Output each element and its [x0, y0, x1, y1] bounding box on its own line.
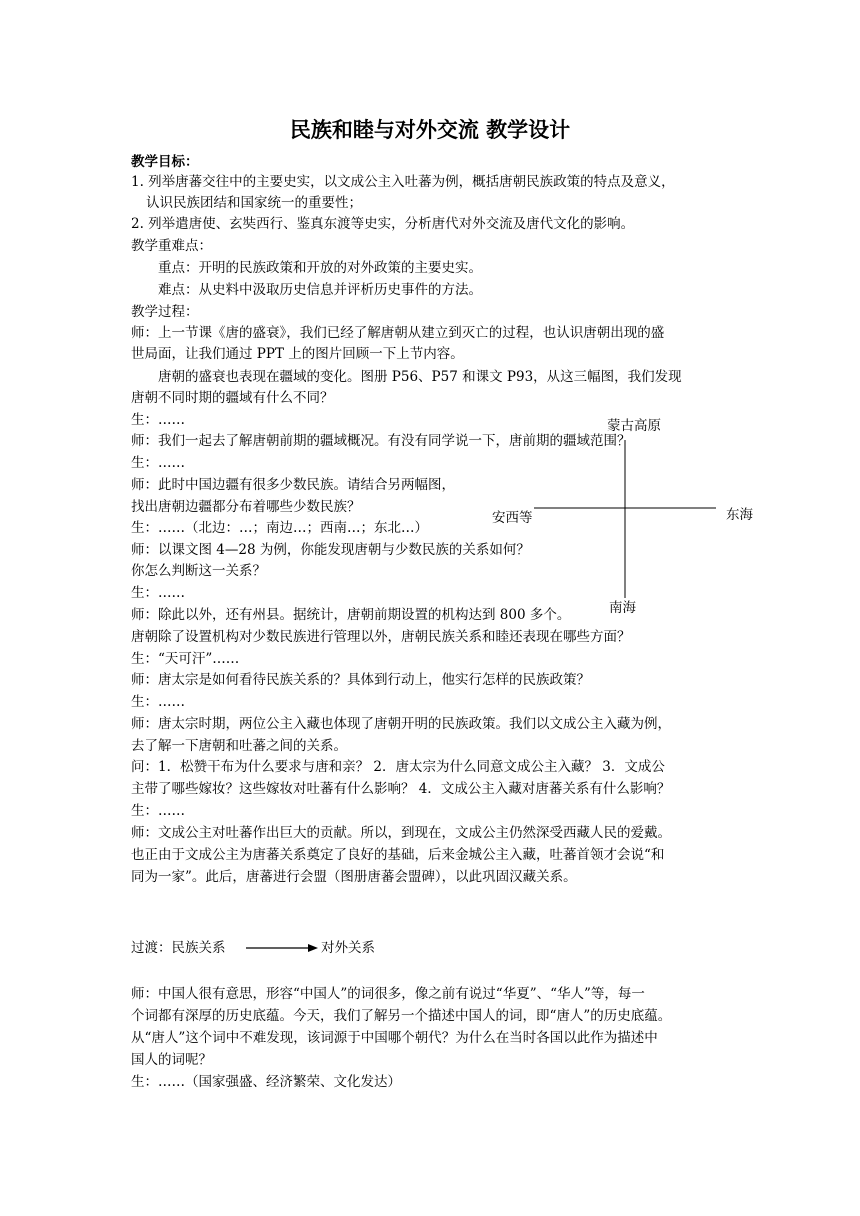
text-line: 生：…… [131, 585, 185, 601]
text-line: 重点：开明的民族政策和开放的对外政策的主要史实。 [158, 260, 482, 276]
text-line: 世局面，让我们通过 PPT 上的图片回顾一下上节内容。 [131, 346, 464, 362]
diagram-label-east: 东海 [726, 507, 753, 523]
document-title: 民族和睦与对外交流 教学设计 [289, 118, 571, 142]
text-line: 问：1．松赞干布为什么要求与唐和亲？ 2．唐太宗为什么同意文成公主入藏？ 3．文成公 [131, 759, 665, 775]
text-line: 2. 列举遣唐使、玄奘西行、鉴真东渡等史实，分析唐代对外交流及唐代文化的影响。 [131, 216, 635, 232]
text-line: 师：以课文图 4—28 为例，你能发现唐朝与少数民族的关系如何？ [131, 542, 530, 558]
text-line: 生：…… [131, 694, 185, 710]
transition-arrow-icon [242, 938, 322, 958]
text-line: 生：…… [131, 412, 185, 428]
text-line: 国人的词呢？ [131, 1052, 212, 1068]
text-line: 唐朝不同时期的疆域有什么不同？ [131, 390, 334, 406]
diagram-label-south: 南海 [609, 600, 636, 616]
text-line: 生：……（国家强盛、经济繁荣、文化发达） [131, 1074, 401, 1090]
text-line: 你怎么判断这一关系？ [131, 563, 266, 579]
text-line: 个词都有深厚的历史底蕴。今天，我们了解另一个描述中国人的词，即“唐人”的历史底蕴。 [131, 1008, 672, 1024]
text-line: 难点：从史料中汲取历史信息并评析历史事件的方法。 [158, 282, 482, 298]
text-line: 1. 列举唐蕃交往中的主要史实，以文成公主入吐蕃为例，概括唐朝民族政策的特点及意义， [131, 174, 675, 190]
text-line: 师：除此以外，还有州县。据统计，唐朝前期设置的机构达到 800 多个。 [131, 607, 571, 623]
text-line: 去了解一下唐朝和吐蕃之间的关系。 [131, 738, 347, 754]
text-line: 生：…… [131, 803, 185, 819]
text-line: 师：唐太宗时期，两位公主入藏也体现了唐朝开明的民族政策。我们以文成公主入藏为例， [131, 716, 671, 732]
transition-suffix: 对外关系 [321, 940, 375, 956]
text-line: 同为一家”。此后，唐蕃进行会盟（图册唐蕃会盟碑），以此巩固汉藏关系。 [131, 869, 577, 885]
text-line: 唐朝除了设置机构对少数民族进行管理以外，唐朝民族关系和睦还表现在哪些方面？ [131, 629, 631, 645]
text-line: 教学目标： [131, 154, 199, 170]
text-line: 生：……（北边：…；南边…；西南…；东北…） [131, 520, 428, 536]
text-line: 教学重难点： [131, 238, 212, 254]
text-line: 生：…… [131, 455, 185, 471]
transition-prefix: 过渡：民族关系 [131, 940, 226, 956]
text-line: 师：此时中国边疆有很多少数民族。请结合另两幅图， [131, 477, 455, 493]
diagram-label-north: 蒙古高原 [607, 418, 661, 434]
text-line: 认识民族团结和国家统一的重要性； [146, 195, 362, 211]
text-line: 也正由于文成公主为唐蕃关系奠定了良好的基础，后来金城公主入藏，吐蕃首领才会说“和 [131, 847, 665, 863]
text-line: 师：唐太宗是如何看待民族关系的？具体到行动上，他实行怎样的民族政策？ [131, 672, 590, 688]
text-line: 唐朝的盛衰也表现在疆域的变化。图册 P56、P57 和课文 P93，从这三幅图，我们发现 [158, 369, 682, 385]
diagram-label-west: 安西等 [492, 510, 533, 526]
text-line: 找出唐朝边疆都分布着哪些少数民族？ [131, 499, 361, 515]
text-line: 主带了哪些嫁妆？这些嫁妆对吐蕃有什么影响？ 4．文成公主入藏对唐蕃关系有什么影响？ [131, 781, 671, 797]
text-line: 师：上一节课《唐的盛衰》，我们已经了解唐朝从建立到灭亡的过程，也认识唐朝出现的盛 [131, 325, 665, 341]
text-line: 教学过程： [131, 304, 199, 320]
text-line: 从“唐人”这个词中不难发现，该词源于中国哪个朝代？为什么在当时各国以此作为描述中 [131, 1030, 658, 1046]
text-line: 师：文成公主对吐蕃作出巨大的贡献。所以，到现在，文成公主仍然深受西藏人民的爱戴。 [131, 825, 671, 841]
text-line: 生：“天可汗”…… [131, 651, 240, 667]
text-line: 师：我们一起去了解唐朝前期的疆域概况。有没有同学说一下，唐前期的疆域范围？ [131, 433, 631, 449]
text-line: 师：中国人很有意思，形容“中国人”的词很多，像之前有说过“华夏”、“华人”等，每一 [131, 986, 645, 1002]
territory-diagram [486, 412, 766, 618]
